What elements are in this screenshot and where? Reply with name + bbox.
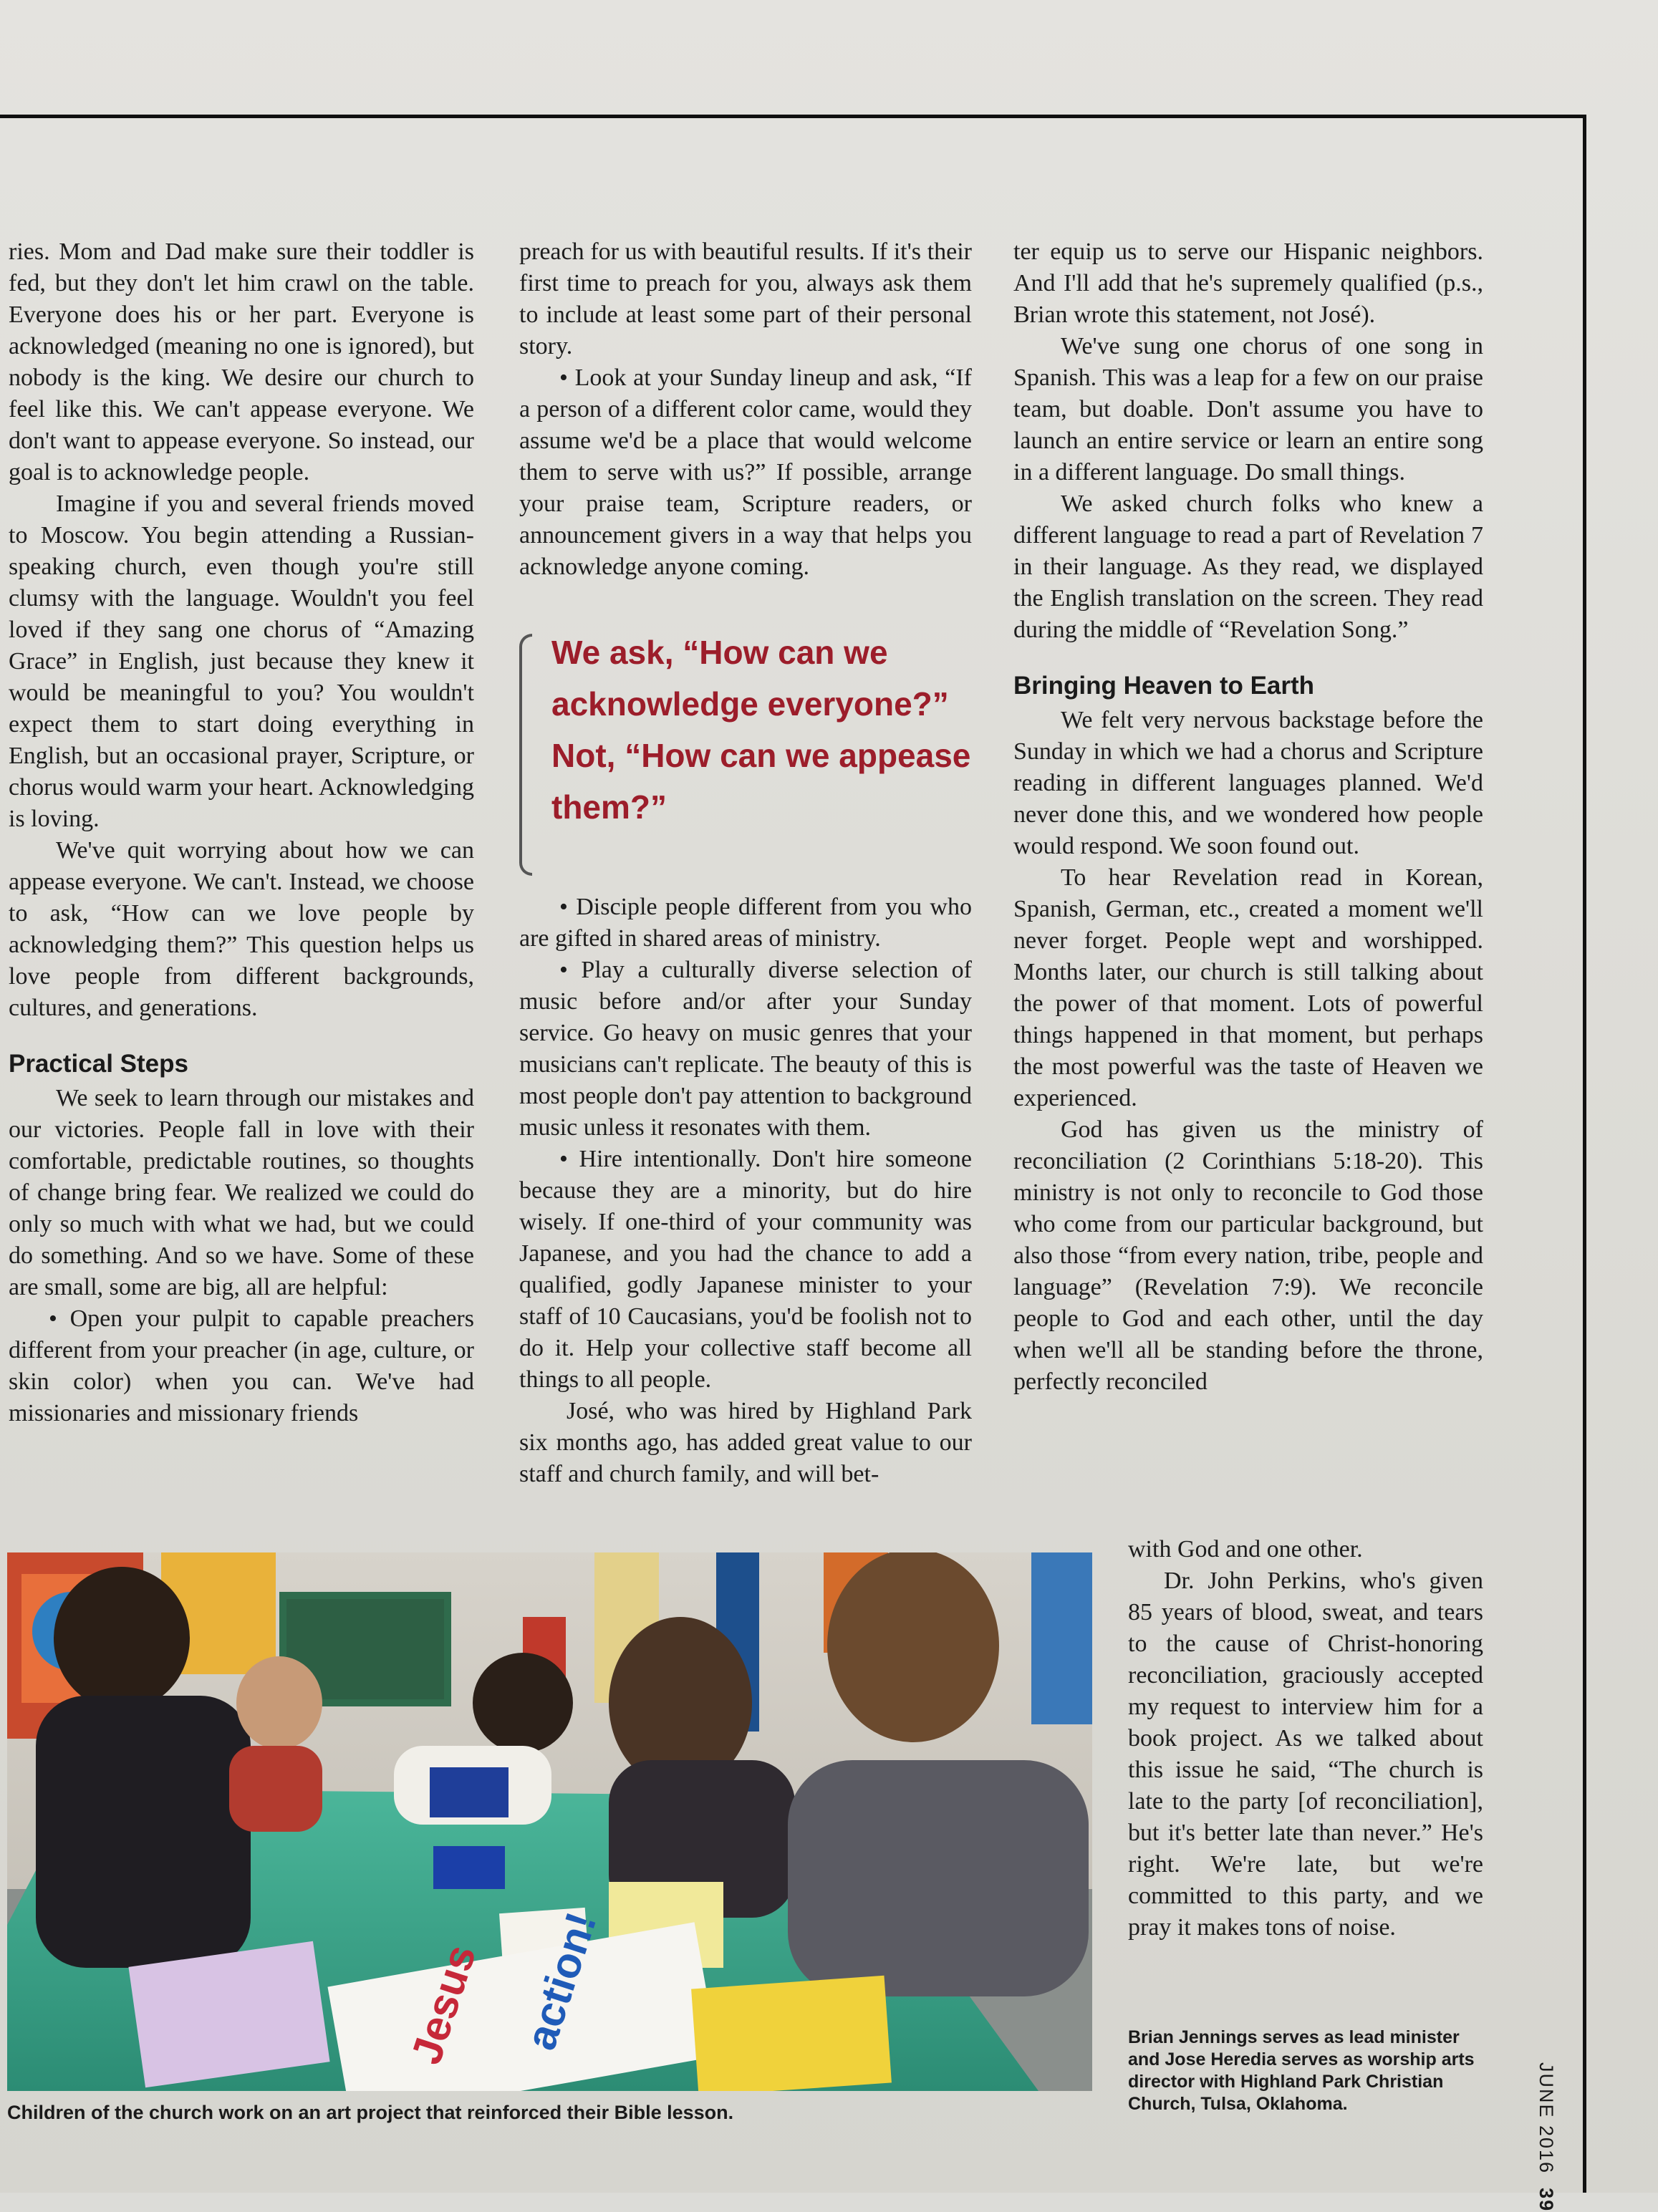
photo-illustration bbox=[7, 1552, 1092, 2091]
paragraph: To hear Revelation read in Korean, Spanish, German, etc., created a moment we'll never forget. People wept and worshipped. Months later, our church is still talking about the power of that moment. Lots of powerful things happened in that moment, but perhaps the most powerful was the taste of Heaven we experienced. bbox=[1013, 864, 1483, 1111]
paragraph: We felt very nervous backstage before the Sunday in which we had a chorus and Scripture reading in different languages planned. We'd never done this, and we wondered how people would respond. We soon found out. bbox=[1013, 707, 1483, 859]
issue-date: JUNE 2016 bbox=[1536, 2062, 1557, 2175]
bullet-item: • Look at your Sunday lineup and ask, “If a person of a different color came, would they assume we'd be a place that would welcome them to serve with us?” If possible, arrange your praise team, Scripture readers, or announcement givers in a way that helps you acknowledge anyone coming. bbox=[519, 364, 972, 580]
column-1 bbox=[9, 236, 474, 1429]
column-3 bbox=[1013, 236, 1483, 1398]
paragraph: We seek to learn through our mistakes and our victories. People fall in love with their comfortable, predictable routines, so thoughts of change bring fear. We realized we could do only so much with what we had, but we could do something. And so we have. Some of these are small, some are big, all are helpful: bbox=[9, 1085, 474, 1300]
paragraph: Imagine if you and several friends moved to Moscow. You begin attending a Russian-speaking church, even though you're still clumsy with the language. Wouldn't you feel loved if they sang one chorus of “Amazing Grace” in English, just because they knew it would be meaningful to you? You wouldn't expect them to start doing everything in English, but an occasional prayer, Scripture, or chorus would warm your heart. Acknowledging is loving. bbox=[9, 491, 474, 832]
page-number: 39 bbox=[1536, 2188, 1557, 2212]
paragraph: preach for us with beautiful results. If it's their first time to preach for you, always ask them to include at least some part of their personal story. bbox=[519, 238, 972, 359]
children-art-project-photo bbox=[7, 1552, 1092, 2091]
folio-text bbox=[1535, 2062, 1557, 2212]
paragraph: We asked church folks who knew a different language to read a part of Revelation 7 in their language. As they read, we displayed the English translation on the screen. They read during the middle of “Revelation Song.” bbox=[1013, 491, 1483, 643]
frame-rule-right bbox=[1583, 115, 1586, 2193]
pull-quote-bracket bbox=[519, 634, 532, 876]
pull-quote bbox=[519, 627, 978, 870]
section-heading-practical-steps: Practical Steps bbox=[9, 1050, 188, 1078]
bullet-item: • Play a culturally diverse selection of music before and/or after your Sunday service. Go heavy on music genres that your musicians can't replicate. The beauty of this is most people don't pay attention to background music unless it resonates with them. bbox=[519, 957, 972, 1141]
paragraph: ter equip us to serve our Hispanic neighbors. And I'll add that he's supremely qualified (p.s., Brian wrote this statement, not José). bbox=[1013, 238, 1483, 328]
bullet-item: • Hire intentionally. Don't hire someone because they are a minority, but do hire wisely. If one-third of your community was Japanese, and you had the chance to add a qualified, godly Japanese minister to your staff of 10 Caucasians, you'd be foolish not to do it. Help your collective staff become all things to all people. bbox=[519, 1146, 972, 1393]
photo-caption: Children of the church work on an art project that reinforced their Bible lesson. bbox=[7, 2102, 734, 2123]
paragraph: We've sung one chorus of one song in Spanish. This was a leap for a few on our praise team, but doable. Don't assume you have to launch an entire service or learn an entire song in a different language. Do small things. bbox=[1013, 333, 1483, 486]
paragraph: ries. Mom and Dad make sure their toddler is fed, but they don't let him crawl on the table. Everyone does his or her part. Everyone is acknowledged (meaning no one is ignored), but nobody is the king. We desire our church to feel like this. We can't appease everyone. We don't want to appease everyone. So instead, our goal is to acknowledge people. bbox=[9, 238, 474, 486]
folio bbox=[1526, 2062, 1568, 2212]
paragraph: We've quit worrying about how we can appease everyone. We can't. Instead, we choose to ask, “How can we love people by acknowledging them?” This question helps us love people from different backgrounds, cultures, and generations. bbox=[9, 837, 474, 1021]
paragraph: God has given us the ministry of reconciliation (2 Corinthians 5:18-20). This ministry is not only to reconcile to God those who come from our particular background, but also those “from every nation, tribe, people and language” (Revelation 7:9). We reconcile people to God and each other, until the day when we'll all be standing before the throne, perfectly reconciled bbox=[1013, 1116, 1483, 1395]
pull-quote-text: We ask, “How can we acknowledge everyone?” Not, “How can we appease them?” bbox=[551, 634, 971, 826]
bullet-item: • Disciple people different from you who are gifted in shared areas of ministry. bbox=[519, 894, 972, 952]
column-3-wrapped bbox=[1128, 1534, 1483, 1943]
svg-text:Jesus: Jesus bbox=[401, 1938, 486, 2070]
bullet-item: • Open your pulpit to capable preachers different from your preacher (in age, culture, or skin color) when you can. We've had missionaries and missionary friends bbox=[9, 1305, 474, 1426]
column-2 bbox=[519, 236, 972, 583]
section-heading-bringing-heaven: Bringing Heaven to Earth bbox=[1013, 672, 1315, 700]
frame-rule-top bbox=[0, 115, 1586, 118]
paragraph-end: with God and one other. bbox=[1128, 1536, 1363, 1563]
svg-text:action!: action! bbox=[516, 1906, 606, 2056]
paragraph: Dr. John Perkins, who's given 85 years of blood, sweat, and tears to the cause of Christ-honoring reconciliation, graciously accepted my request to interview him for a book project. As we talked about this issue he said, “The church is late to the party [of reconciliation], but it's better late than never.” He's right. We're late, but we're committed to this party, and we pray it makes tons of noise. bbox=[1128, 1568, 1483, 1941]
paragraph: José, who was hired by Highland Park six months ago, has added great value to our staff and church family, and will bet- bbox=[519, 1398, 972, 1487]
author-bio: Brian Jennings serves as lead minister and Jose Heredia serves as worship arts director with Highland Park Christian Church, Tulsa, Oklahoma. bbox=[1128, 2027, 1475, 2114]
column-2-continued bbox=[519, 892, 972, 1490]
